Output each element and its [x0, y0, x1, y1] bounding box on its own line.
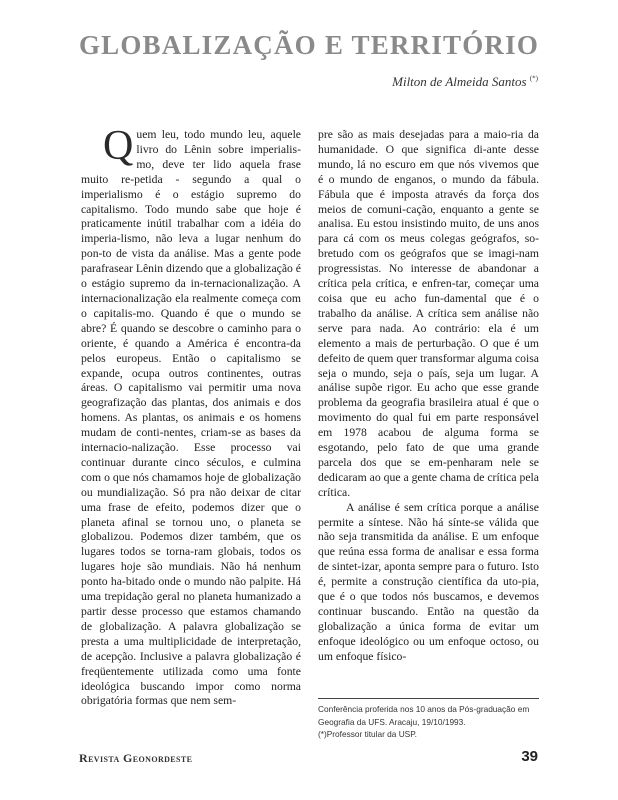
page-number: 39: [521, 748, 538, 765]
left-column: [81, 123, 301, 709]
author-name: Milton de Almeida Santos: [392, 74, 527, 89]
footnote-author-affiliation: (*)Professor titular da USP.: [318, 729, 417, 739]
drop-cap: Q: [103, 123, 134, 169]
body-paragraph-2: A análise é sem crítica porque a análise permite a síntese. Não há sínte-se válida que não seja transmitida da análise. E um enfoque que reúna essa forma de analisar e essa forma de sintet-izar, aponta sempre para o futuro. Isto é, permite a construção científica da uto-pia, que é o que todos nós buscamos, e devemos continuar buscando. Então na questão da globalização a única forma de evitar um enfoque ideológico ou um enfoque octoso, ou um enfoque físico-: [318, 500, 539, 663]
footnotes: [318, 703, 539, 741]
body-paragraph-continued: pre são as mais desejadas para a maio-ria da humanidade. O que significa di-ante desse mundo, lá no escuro em que nós vivemos que é o mundo de enganos, o mundo da fábula. Fábula que é imposta através da força dos meios de comuni-cação, enquanto a gente se analisa. Eu estou insistindo muito, de uns anos para cá com os meus colegas geógrafos, so-bretudo com os geógrafos que se imagi-nam progressistas. No interesse de abandonar a crítica pela crítica, e enfren-tar, começar uma coisa que eu acho fun-damental que é o trabalho da análise. A crítica sem análise não serve para nada. Ao contrário: ela é um elemento a mais de perturbação. O que é um defeito de quem quer transformar alguma coisa seja o mundo, seja o país, seja um lugar. A análise supõe rigor. Eu acho que esse grande problema da geografia brasileira atual é que o movimento do qual fui em parte responsável em 1978 acabou de alguma forma se esgotando, pelo fato de que uma grande parcela dos que se em-penharam nele se dedicaram ao que a gente chama de crítica pela crítica.: [318, 128, 539, 499]
journal-name-footer: Revista Geonordeste: [79, 751, 193, 765]
author-line: [392, 74, 538, 90]
footnote-divider: [318, 698, 539, 699]
article-title: GLOBALIZAÇÃO E TERRITÓRIO: [78, 30, 540, 60]
footnote-conference: Conferência proferida nos 10 anos da Pós-graduação em Geografia da UFS. Aracaju, 19/10/1993.: [318, 704, 530, 727]
body-paragraph-1: [81, 123, 301, 709]
author-footnote-marker: (*): [529, 74, 538, 83]
right-column: [318, 128, 539, 665]
left-column-text: uem leu, todo mundo leu, aquele livro do Lênin sobre imperialis-mo, deve ter lido aquela frase muito re-petida - segundo a qual o imperialismo é o estágio supremo do capitalismo. Todo mundo sabe que hoje é praticamente inútil trabalhar com a idéia do imperia-lismo, não leva a lugar nenhum do pon-to de vista da análise. Mas a gente pode parafrasear Lênin dizendo que a globalização é o estágio supremo da in-ternacionalização. A internacionalização ela realmente começa com o capitalis-mo. Quando é que o mundo se abre? É quando se descobre o caminho para o oriente, é quando a América é encontra-da pelos europeus. Então o capitalismo se expande, ocupa outros continentes, outras áreas. O capitalismo vai permitir uma nova geografização das plantas, dos animais e dos homens. As plantas, os animais e os homens mudam de conti-nentes, criam-se as bases da internacio-nalização. Esse processo vai continuar durante cinco séculos, e culmina com o que nós chamamos hoje de globalização ou mundialização. Só pra não deixar de citar uma frase de efeito, podemos dizer que o planeta afinal se tornou uno, o planeta se globalizou. Podemos dizer também, que os lugares todos se torna-ram globais, todos os lugares hoje são mundiais. Não há nenhum ponto ha-bitado onde o mundo não palpite. Há uma trepidação geral no planeta humanizado a partir desse processo que estamos chamando de globalização. A palavra globalização se presta a uma multiplicidade de interpretação, de acepção. Inclusive a palavra globalização é freqüentemente utilizada como uma fonte ideológica buscando impor como norma obrigatória formas que nem sem-: [81, 128, 301, 708]
